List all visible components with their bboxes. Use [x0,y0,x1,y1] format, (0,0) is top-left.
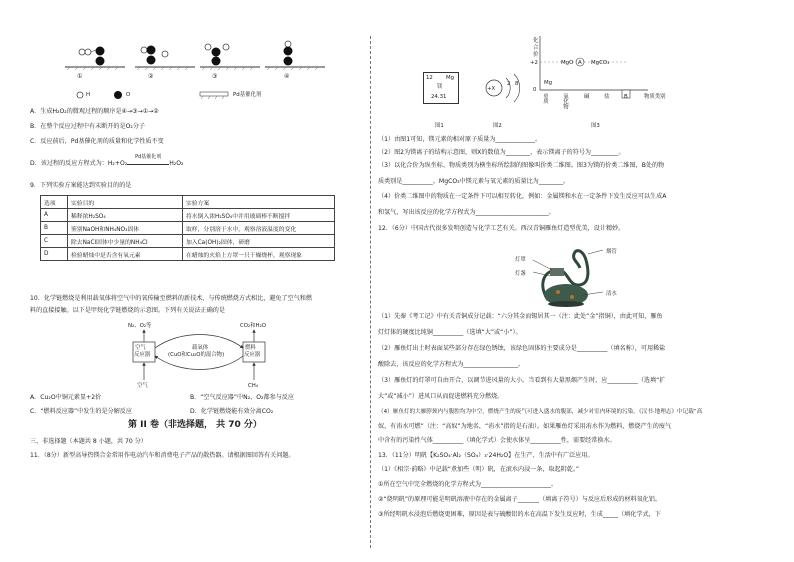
lamp-label-water: 清水 [606,291,617,297]
element-symbol: Mg [446,75,455,81]
q11-part3-line1: （3）以化合价为纵坐标、物质类别为横坐标所绘制的图像叫价类二维图。图3为镁的价类二维图，B处的物 [378,162,665,169]
column-divider [370,36,372,548]
shell-2-electrons: 8 [515,81,519,87]
legend-h-label: H [86,92,91,98]
air-input-label: 空气 [137,383,148,389]
lamp-label-shade: 灯罩 [515,257,526,263]
methane-input-label: CH₄ [248,383,258,389]
table-cell: 鉴别NaOH和NH₄NO₃固体 [68,222,183,235]
valence-axis-label-1: 化 [533,38,539,44]
q12-title: 12．（6分）中国古代很多发明创造与化学工艺有关。西汉青铜雁鱼灯造型优美，设计精妙。 [378,225,625,232]
legend-o-label: O [126,92,131,98]
q12-part4-line2: 奴，有洧水可燃”（注：“高奴”为地名，“洧水”指的是石油）。如果雁鱼灯采用洧水作为燃料，燃烧产生的废气 [378,423,672,430]
stage-label-1: ① [77,73,83,80]
stage-2 [135,46,195,71]
q11-part4-line2: 和氢气，写出该反应的化学方程式为________________________。 [378,209,555,216]
q10-option-d: D．化学链燃烧能有效分离CO₂ [190,408,274,415]
x-axis-label: 物质类别 [644,94,666,100]
q8-option-a: A．生成H₂O₂的微观过程的顺序是④→③→①→② [30,108,159,115]
q12-part2-line2: 酸除去，该反应的化学方程式为__________________。 [378,361,525,368]
q10-line1: 10．化学链燃烧是利用载氧体将空气中的氧传输至燃料的新技术，与传统燃烧方式相比，避免了空气和燃 [30,295,312,302]
fuel-exhaust-label: CO₂和H₂O [240,323,267,329]
q10-option-c: C．“燃料反应器”中发生的是分解反应 [30,408,132,415]
atomic-number: 12 [426,75,433,81]
table-cell: 稀释浓H₂SO₄ [68,209,183,222]
table-cell: B [41,222,68,235]
q12-part3-line1: （3）雁鱼灯的灯罩可自由开合，以调节进风量的大小。当看到有大量黑烟产生时，应__________（选填“扩 [378,377,666,384]
stage-label-4: ④ [284,73,290,80]
hydrogen-legend-icon [77,92,83,98]
q10-option-b: B．“空气反应器”中N₂、O₂都参与反应 [190,394,294,401]
section-2-subtitle: 三、非选择题（本题共 8 小题，共 70 分） [30,438,147,445]
table-row [41,209,335,222]
table-header: 实验方案 [183,196,335,209]
q11-part3-line2: 质类别是__________。MgCO₃中镁元素与氧元素的质量比为________。 [378,178,570,185]
table-row [41,222,335,235]
x-category-base: 碱 [584,94,590,100]
table-header: 选项 [41,196,68,209]
point-label-b: B [624,94,628,100]
table-cell: 加入Ca(OH)₂固体，研磨 [183,235,335,248]
stage-3 [200,44,260,70]
q9-table [40,195,335,261]
q12-part2-line1: （2）雁鱼灯出土时表面某些部分存在绿色锈蚀，该绿色固体的主要成分是__________（填名称），可用稀盐 [378,345,666,352]
table-cell: 将水倒入浓H₂SO₄中并用玻璃棒不断搅拌 [183,209,335,222]
point-label-mg: Mg [544,80,553,86]
q11-part4-line1: （4）价类二维图中的物质在一定条件下可以相互转化，例如：金属镁和水在一定条件下发生反应可以生成A [378,193,667,200]
q8-option-b: B．在整个反应过程中有未断开的是O₂分子 [30,123,146,130]
q12-part4-line1: （4）雁鱼灯的大雁脖颈内与腹腔均为中空，燃烧产生的废气可进入盛水的腹部，减少对室内环境的污染。《汉书·地理志》中记载“高 [378,409,703,415]
air-reactor-label-1: 空气 [135,345,146,351]
point-label-a: A [578,60,582,66]
x-category-element: 单质 [542,93,548,104]
q13-sub1: ①所在空气中完全燃烧的化学方程式为_______________________。 [378,481,558,488]
valence-axis-label-3: 价 [533,52,539,58]
table-row [41,235,335,248]
table-cell: 在蜡烛的火焰上方罩一只干燥烧杯，观察现象 [183,248,335,261]
lamp-label-chimney: 烟管 [606,249,617,255]
q11-part1: （1）由图1可知，镁元素的相对原子质量为_____________。 [378,136,542,143]
catalyst-legend-icon [200,92,228,96]
element-name: 镁 [437,84,443,90]
q8-option-d [30,154,184,168]
q10-line2: 料的直接接触。以下是甲烷化学链燃烧的示意图。下列有关说法正确的是 [30,307,225,314]
q12-part1-line2: 灯灯体的硬度比纯铜__________（选填“大”或“小”）。 [378,329,522,336]
table-cell: 取样，分别溶于水中，观察溶液温度的变化 [183,222,335,235]
figure-3-label: 图3 [591,123,600,129]
stage-1 [65,47,125,71]
table-cell: D [41,248,68,261]
q12-part3-line2: 大”或“减小”）进风口从而促进燃料充分燃烧。 [378,393,504,400]
q8-option-c: C．反应前后，Pd基催化剂的质量和化学性质不变 [30,138,164,145]
table-cell: 检验蜡烛中是否含有氧元素 [68,248,183,261]
table-header: 实验目的 [68,196,183,209]
oxygen-carrier-detail: (CuO和Cu₂O的混合物) [168,352,225,358]
legend-pd-label: Pd基催化剂 [233,92,262,98]
figure-2-label: 图2 [493,123,502,129]
point-label-mgco3: MgCO₃ [591,60,610,66]
point-label-mgo: MgO [561,60,574,66]
valence-axis-label-2: 合 [533,45,539,51]
q9-title: 9．下列实验方案能达到实验目的的是 [30,182,132,189]
q12-part1-line1: （1）先秦《考工记》中有关青铜成分记载：“六分其金而锡居其一（注：此处“金”指铜），由此可知，雁鱼 [378,313,663,320]
shell-1-electrons: 2 [507,81,511,87]
table-cell: A [41,209,68,222]
q12-part4-line3: 中含有的污染性气体__________（填化学式）会使水体呈__________性，需要经常换水。 [378,437,616,444]
air-exhaust-label: N₂、O₂等 [128,323,152,329]
fuel-reactor-label-1: 燃料 [245,345,256,351]
element-tile [423,72,459,104]
stage-label-2: ② [148,73,154,80]
nucleus-charge: +X [487,86,496,92]
q8-d-condition: Pd基催化剂 [135,154,162,160]
q8-d-prefix: D．该过程的反应方程式为：H₂+O₂ [30,160,128,167]
oxygen-carrier-label: 载氧体 [192,345,209,351]
atomic-mass: 24.31 [431,94,447,100]
lamp-label-cup: 灯盏 [515,271,526,277]
table-header-row [41,196,335,209]
q13-sub2: ②“烧明矾”的原理可能是明矾溶液中存在的金属离子_______（填离子符号）与反应后形成的材料氧化铝。 [378,496,661,503]
stage-4 [265,41,325,70]
table-cell: 除去NaCl固体中少量的NH₄Cl [68,235,183,248]
q8-d-suffix: H₂O₂ [169,160,184,167]
figure-1-label: 图1 [435,123,444,129]
section-2-title: 第 II 卷（非选择题， 共 70 分） [128,420,262,430]
stage-label-3: ③ [212,73,218,80]
q13-title: 13．（11分）明矾【K₂SO₄·Al₂（SO₄）₃·24H₂O】在生产、生活中有广泛应用。 [378,452,594,459]
table-row [41,248,335,261]
q13-sub3: ③所经明矾水浸泡后燃烧更困难，原因是表与硫酸铝的水在高温下发生反应时，生成_____（填化学式，下 [378,511,661,518]
x-category-salt: 盐 [604,94,610,100]
table-cell: C [41,235,68,248]
left-column [30,0,365,562]
reaction-arrow [127,154,169,165]
fuel-reactor-label-2: 反应器 [244,352,261,358]
x-category-oxide: 氧化物 [562,93,568,110]
air-reactor-label-2: 反应器 [134,352,151,358]
valence-tick-zero: 0 [533,87,537,93]
q11-part2: （2）图2为镁离子的结构示意图，则X的数值为________，表示镁离子的符号为_________。 [378,149,625,156]
q10-option-a: A．Cu₂O中铜元素显+2价 [30,394,102,401]
q11-intro: 11．（8分）新型高导热镁合金常用作电动汽车和消费电子产品的散热器。请根据图回答有关问题。 [30,452,295,459]
q13-part1: （1）《相宗·前略》中记载“煮加些（明）矾，在滚水内浸一条，取起阴乾。” [378,466,580,473]
oxygen-legend-icon [114,91,122,99]
right-column [378,0,773,562]
valence-tick-plus2: +2 [530,60,538,66]
goose-fish-lamp-image [528,240,608,310]
